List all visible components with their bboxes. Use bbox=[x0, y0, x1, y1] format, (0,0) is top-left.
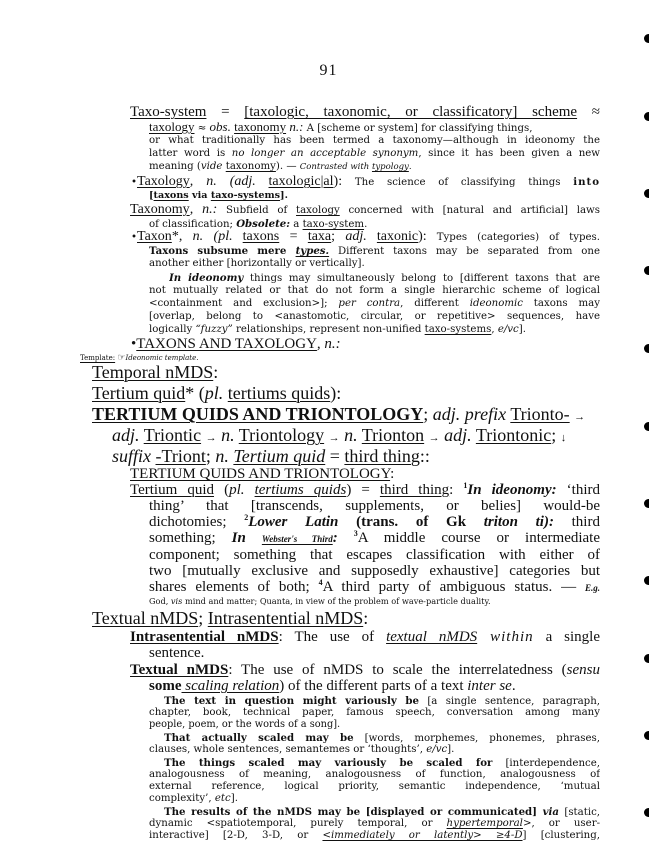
text: . bbox=[408, 162, 412, 172]
entry-line: not mutually related or that do not form a single hierarchic scheme of logical bbox=[149, 285, 600, 296]
text: via bbox=[537, 806, 560, 818]
binding-hole-mark bbox=[644, 422, 649, 431]
text: n. ( bbox=[192, 229, 219, 244]
text: ; bbox=[551, 425, 557, 445]
text: [a single sentence, paragraph, bbox=[419, 696, 600, 707]
text: ; bbox=[198, 608, 208, 628]
text: The use of nMDS to scale the interrelatedness ( bbox=[232, 662, 567, 678]
cross-ref[interactable]: third thing bbox=[379, 482, 450, 498]
entry-line: external reference, logical priority, semantic independence, ‘mutual bbox=[149, 781, 600, 792]
binding-hole-mark bbox=[644, 189, 649, 198]
entry-line: chapter, book, technical paper, famous speech, conversation among many bbox=[149, 707, 600, 718]
cross-ref[interactable]: Triontology bbox=[238, 425, 325, 445]
text: 4 bbox=[318, 579, 323, 587]
entry-temporal-nmds bbox=[92, 362, 218, 382]
text: 2 bbox=[244, 514, 249, 522]
entry-line bbox=[164, 732, 600, 744]
text: : bbox=[363, 608, 369, 628]
text: The use of bbox=[282, 629, 387, 645]
entry-line: analogousness of meaning, analogousness of function, analogousness of bbox=[149, 769, 600, 780]
text: The results of the nMDS may be [displayed or communicated] bbox=[164, 806, 537, 818]
entry-line bbox=[164, 757, 600, 769]
cross-ref[interactable]: Trionto- bbox=[510, 404, 570, 424]
text: , different bbox=[400, 298, 470, 309]
entry-line bbox=[164, 695, 600, 707]
text: ; bbox=[205, 446, 216, 466]
text: ). — bbox=[275, 161, 300, 172]
cross-ref[interactable]: taxons bbox=[242, 229, 280, 244]
template-link[interactable]: Ideonomic template. bbox=[125, 354, 199, 362]
text: per contra bbox=[338, 298, 401, 309]
cross-ref[interactable]: scaling relation bbox=[181, 678, 280, 694]
entry-line bbox=[149, 298, 600, 310]
cross-ref[interactable]: tertiums quids bbox=[254, 482, 347, 498]
text: a single bbox=[533, 629, 600, 645]
text: ]. bbox=[518, 324, 526, 335]
entry-line bbox=[130, 482, 600, 498]
text: The science of classifying things bbox=[342, 177, 574, 188]
arrow-right-icon: → bbox=[205, 432, 217, 444]
cross-ref[interactable]: textual nMDS bbox=[386, 629, 478, 645]
cross-ref[interactable]: third thing bbox=[344, 446, 420, 466]
entry-line bbox=[149, 324, 600, 336]
headword[interactable]: Tertium quid bbox=[130, 482, 215, 498]
cross-ref[interactable]: <immediately or latently> ≥4-D bbox=[322, 830, 523, 841]
bullet-icon: • bbox=[131, 336, 137, 352]
cross-ref[interactable]: Tertium quid bbox=[233, 446, 326, 466]
headword[interactable]: Textual nMDS bbox=[92, 608, 199, 628]
text: :: bbox=[419, 446, 430, 466]
entry-line: thing’ that [transcends, supplements, or belies] would-be bbox=[149, 498, 600, 514]
bullet-icon: • bbox=[131, 232, 138, 243]
cross-ref[interactable]: taxology bbox=[149, 119, 195, 134]
text: dynamic <spatiotemporal, purely temporal, or bbox=[149, 818, 447, 829]
text: ) = bbox=[346, 482, 380, 498]
text: 1 bbox=[463, 482, 468, 490]
headword[interactable]: Intrasentential nMDS bbox=[130, 629, 279, 645]
text: , bbox=[491, 324, 498, 335]
entry-line bbox=[149, 744, 600, 756]
text: some bbox=[149, 678, 182, 694]
cross-ref[interactable]: taxonomy bbox=[234, 119, 287, 134]
cross-ref[interactable]: Triontonic bbox=[475, 425, 552, 445]
text: adj. bbox=[234, 174, 256, 189]
headword[interactable]: Tertium quid bbox=[92, 383, 186, 403]
entry-line bbox=[92, 404, 585, 427]
page-number: 91 bbox=[319, 62, 338, 79]
entry-line bbox=[164, 806, 600, 818]
text: >, or user- bbox=[522, 818, 600, 829]
entry-line bbox=[130, 629, 600, 645]
text: ≈ bbox=[577, 104, 600, 120]
text: e/vc bbox=[497, 324, 519, 335]
text: . bbox=[364, 219, 368, 230]
headword[interactable]: Textual nMDS bbox=[130, 662, 229, 678]
text: In ideonomy bbox=[169, 272, 244, 284]
text: n. bbox=[215, 446, 229, 466]
text: adj. bbox=[444, 425, 472, 445]
cross-ref[interactable]: taxologic|al bbox=[268, 174, 334, 189]
text: [words, morphemes, phonemes, phrases, bbox=[353, 733, 600, 744]
text: = bbox=[279, 229, 308, 244]
text: : bbox=[332, 530, 338, 546]
text: pl. bbox=[229, 482, 245, 498]
binding-hole-mark bbox=[644, 112, 649, 121]
text: Taxons subsume mere bbox=[149, 245, 296, 257]
binding-hole-mark bbox=[644, 344, 649, 353]
text: : bbox=[278, 629, 283, 645]
entry-line bbox=[112, 425, 566, 448]
entry-line bbox=[112, 446, 430, 466]
text: Different taxons may be separated from one bbox=[329, 246, 600, 257]
entry-line bbox=[149, 514, 600, 530]
text: into bbox=[573, 176, 600, 188]
headword[interactable]: Intrasentential nMDS bbox=[207, 608, 364, 628]
text: ]. bbox=[280, 190, 288, 201]
binding-hole-mark bbox=[644, 576, 649, 585]
text: sensu bbox=[566, 662, 600, 678]
text: ): bbox=[418, 229, 427, 244]
text: E.g. bbox=[584, 583, 600, 593]
headword[interactable]: TERTIUM QUIDS AND TRIONTOLOGY bbox=[92, 404, 424, 424]
text: Contrasted with bbox=[299, 162, 372, 172]
text: vide bbox=[200, 161, 223, 172]
text: Lower Latin bbox=[248, 514, 339, 530]
cross-ref[interactable]: taxonomy bbox=[225, 161, 276, 172]
text: Obsolete: bbox=[236, 218, 291, 230]
text: within bbox=[477, 629, 534, 645]
text: = bbox=[325, 446, 345, 466]
text: adj. bbox=[112, 425, 140, 445]
text: In ideonomy: bbox=[467, 482, 557, 498]
text: vis bbox=[170, 596, 183, 606]
entry-line bbox=[149, 148, 600, 160]
text: etc bbox=[214, 793, 231, 804]
text: 3 bbox=[353, 530, 358, 538]
entry-line: another either [horizontally or vertically]. bbox=[149, 258, 365, 269]
entry-line bbox=[131, 174, 600, 189]
text: a bbox=[290, 219, 303, 230]
binding-hole-mark bbox=[644, 654, 649, 663]
entry-line bbox=[131, 229, 600, 244]
text: A middle course or intermediate bbox=[357, 530, 600, 546]
text: adj. bbox=[345, 229, 367, 244]
entry-line bbox=[149, 579, 600, 595]
text: of classification; bbox=[149, 219, 237, 230]
text: : bbox=[449, 482, 454, 498]
text: <containment and exclusion>]; bbox=[149, 298, 339, 309]
headword[interactable]: Taxo-system bbox=[130, 104, 207, 120]
text: *, bbox=[171, 229, 193, 244]
text: ; bbox=[423, 404, 433, 424]
text: mind and matter; Quanta, in view of the problem of wave-particle duality. bbox=[182, 596, 491, 606]
text: latter word is bbox=[149, 148, 232, 159]
text: [interdependence, bbox=[492, 758, 600, 769]
binding-hole-mark bbox=[644, 808, 649, 817]
entry-taxons-and-taxology bbox=[131, 336, 341, 352]
text: e/vc bbox=[426, 744, 448, 755]
cross-ref[interactable]: taxonic bbox=[376, 229, 419, 244]
entry-line bbox=[149, 161, 600, 173]
entry-textual-head bbox=[92, 608, 368, 628]
text: The text in question might variously be bbox=[164, 695, 419, 707]
text: n.: bbox=[286, 119, 304, 134]
text: logically bbox=[149, 324, 196, 335]
text: inter se bbox=[467, 678, 512, 694]
text: , n. ( bbox=[189, 174, 235, 189]
entry-line bbox=[149, 121, 600, 135]
arrow-right-icon: → bbox=[574, 411, 586, 423]
entry-line bbox=[130, 662, 600, 678]
text: triton ti bbox=[483, 514, 544, 530]
text: A [scheme or system] for classifying things, bbox=[303, 123, 533, 134]
entry-line: sentence. bbox=[149, 645, 205, 661]
arrow-down-icon: ↓ bbox=[560, 432, 567, 444]
headword[interactable]: Taxon bbox=[137, 229, 172, 244]
text: ) of the different parts of a text bbox=[279, 678, 468, 694]
entry-tertium-quid bbox=[92, 383, 341, 403]
cross-ref[interactable]: taxo-systems bbox=[424, 324, 492, 335]
text: A third party of ambiguous status. — bbox=[322, 579, 585, 595]
text: ideonomic bbox=[469, 298, 523, 309]
text: ] [clustering, bbox=[522, 830, 600, 841]
text: ]. bbox=[230, 793, 238, 804]
entry-line: [overlap, belong to <anastomotic, circular, or repetitive> sequences, have bbox=[149, 311, 600, 322]
cross-ref[interactable]: [taxologic, taxonomic, or classificatory] scheme bbox=[244, 104, 578, 120]
text: meaning ( bbox=[149, 161, 201, 172]
entry-line bbox=[130, 466, 394, 482]
cross-ref[interactable]: taxo-systems bbox=[210, 190, 281, 201]
binding-hole-mark bbox=[644, 499, 649, 508]
text: ; bbox=[331, 229, 346, 244]
text: The things scaled may variously be scaled for bbox=[164, 757, 493, 769]
template-label: Template: bbox=[80, 354, 116, 362]
entry-line: or what traditionally has been termed a taxonomy—although in ideonomy the bbox=[149, 135, 600, 146]
cross-ref[interactable]: -Triont bbox=[155, 446, 206, 466]
cross-ref[interactable]: hypertemporal bbox=[446, 818, 523, 829]
entry-line bbox=[149, 190, 600, 202]
entry-line: component; something that escapes classification with either of bbox=[149, 547, 600, 563]
text: : bbox=[213, 362, 219, 382]
text: ): bbox=[543, 514, 554, 530]
binding-hole-mark bbox=[644, 731, 649, 740]
text: something; bbox=[149, 530, 232, 546]
text: clauses, whole sentences, semantemes or ‘thoughts’, bbox=[149, 744, 427, 755]
text: ≈ bbox=[194, 123, 210, 134]
cross-ref[interactable]: taxology bbox=[296, 205, 340, 216]
pointing-hand-icon: ☞ bbox=[117, 353, 126, 363]
text: via bbox=[188, 190, 211, 201]
cross-ref[interactable]: taxa bbox=[307, 229, 332, 244]
text: pl. bbox=[204, 383, 224, 403]
arrow-right-icon: → bbox=[328, 432, 340, 444]
text: , since it has been given a new bbox=[418, 148, 600, 159]
text: ): bbox=[330, 383, 342, 403]
headword[interactable]: TAXONS AND TAXOLOGY bbox=[136, 336, 317, 352]
text: [static, bbox=[559, 807, 600, 818]
text: (trans. of Gk bbox=[338, 514, 484, 530]
entry-line bbox=[149, 678, 516, 694]
text: In bbox=[231, 530, 262, 546]
text: suffix bbox=[112, 446, 151, 466]
entry-line bbox=[149, 596, 491, 607]
text: : bbox=[390, 466, 395, 482]
text: ]. bbox=[447, 744, 455, 755]
entry-line bbox=[149, 245, 600, 257]
text: adj. prefix bbox=[432, 404, 507, 424]
entry-line bbox=[130, 202, 600, 217]
entry-line bbox=[130, 104, 600, 120]
binding-hole-mark bbox=[644, 266, 649, 275]
cross-ref[interactable]: Webster's Third bbox=[261, 534, 333, 544]
text: : bbox=[228, 662, 233, 678]
text: shares elements of both; bbox=[149, 579, 319, 595]
text: [ bbox=[149, 190, 154, 201]
cross-ref[interactable]: typology bbox=[371, 162, 409, 172]
entry-line bbox=[149, 793, 600, 805]
text: things may simultaneously belong to [different taxons that are bbox=[243, 273, 600, 284]
text: = bbox=[206, 104, 245, 120]
cross-ref[interactable]: Trionton bbox=[361, 425, 425, 445]
text: * ( bbox=[185, 383, 205, 403]
text: , n.: bbox=[316, 336, 341, 352]
cross-ref[interactable]: types. bbox=[295, 245, 330, 257]
cross-ref[interactable]: taxo-system bbox=[302, 219, 365, 230]
text: relationships, represent non-unified bbox=[232, 324, 425, 335]
entry-line: two [mutually exclusive and supposedly exhaustive] categories but bbox=[149, 563, 600, 579]
headword[interactable]: TERTIUM QUIDS AND TRIONTOLOGY bbox=[130, 466, 391, 482]
arrow-right-icon: → bbox=[428, 432, 440, 444]
text: third bbox=[553, 514, 600, 530]
entry-line bbox=[149, 830, 600, 842]
bullet-icon: • bbox=[131, 177, 138, 188]
headword[interactable]: Taxonomy bbox=[130, 202, 190, 217]
headword[interactable]: Temporal nMDS bbox=[92, 362, 214, 382]
text: n. bbox=[221, 425, 235, 445]
text: ): bbox=[333, 174, 343, 189]
entry-line: people, poem, or the words of a song]. bbox=[149, 719, 341, 730]
text: ( bbox=[214, 482, 230, 498]
text: Types (categories) of types. bbox=[426, 232, 600, 243]
text: Subfield of bbox=[217, 205, 297, 216]
headword[interactable]: Taxology bbox=[137, 174, 190, 189]
text: no longer an acceptable synonym bbox=[231, 148, 419, 159]
cross-ref[interactable]: taxons bbox=[153, 190, 189, 201]
text: interactive] [2-D, 3-D, or bbox=[149, 830, 323, 841]
entry-line bbox=[169, 272, 600, 284]
cross-ref[interactable]: Triontic bbox=[143, 425, 202, 445]
binding-hole-mark bbox=[644, 34, 649, 43]
text: obs. bbox=[209, 119, 231, 134]
text: n. bbox=[344, 425, 358, 445]
text: “fuzzy” bbox=[195, 324, 233, 335]
text: concerned with [natural and artificial] laws bbox=[339, 205, 600, 216]
entry-line bbox=[149, 818, 600, 830]
text: ‘third bbox=[556, 482, 600, 498]
text: . bbox=[511, 678, 516, 694]
text: taxons may bbox=[522, 298, 600, 309]
text: pl. bbox=[218, 229, 233, 244]
entry-line bbox=[149, 530, 600, 546]
cross-ref[interactable]: tertiums quids bbox=[227, 383, 331, 403]
text: That actually scaled may be bbox=[164, 732, 354, 744]
text: , n.: bbox=[189, 202, 218, 217]
text: complexity’, bbox=[149, 793, 215, 804]
text: God, bbox=[149, 596, 171, 606]
text: dichotomies; bbox=[149, 514, 245, 530]
